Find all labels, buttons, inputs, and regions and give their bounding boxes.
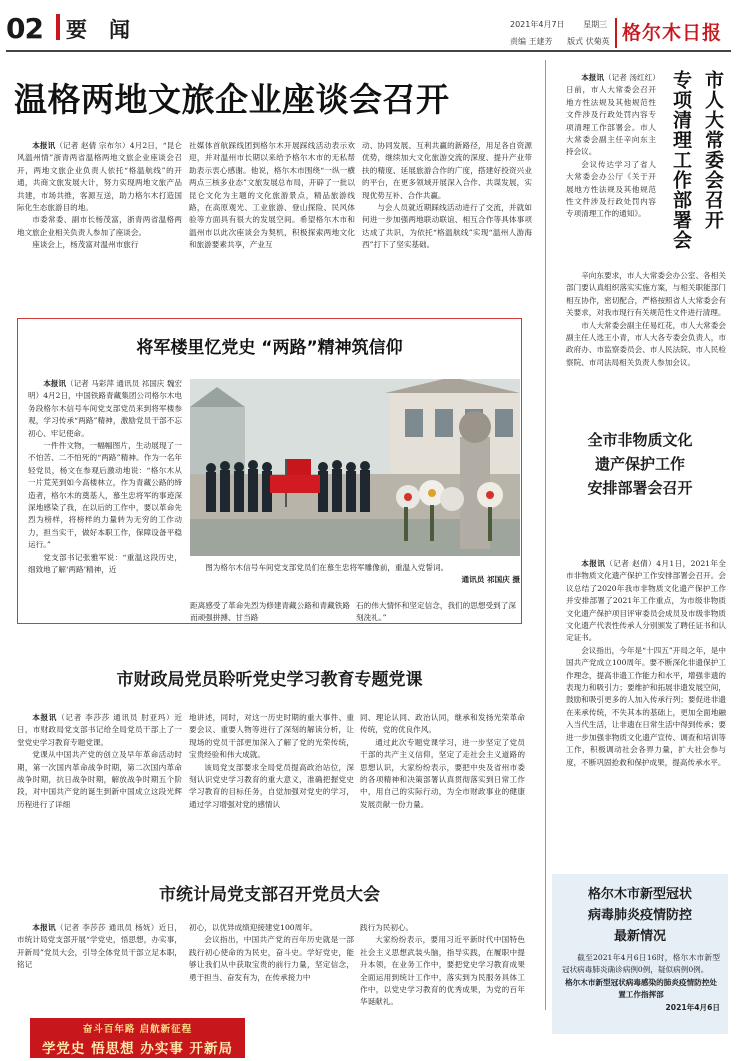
finance-col3-para-1: 同、理论认同、政治认同，继承和发扬光荣革命传统，党的优良作风。 [360, 713, 525, 735]
photo-caption [190, 562, 520, 586]
npc-byline: 本报讯 [581, 73, 605, 82]
npc-article-top [566, 72, 656, 221]
lead-byline: 本报讯 [32, 141, 56, 150]
lead-col3-para-1: 动、协同发展、互利共赢的新路径，用足各自资源优势，继续加大文化旅游交流的深度、提升产业带扶的精度、延展旅游合作的广度，搭建好投资兴业的平台，在更多领域开展深入合作、共谋发展，实现优势互补、合作共赢。 [362, 141, 532, 200]
heritage-para-1-text: （记者 赵倩）4月1日，2021年全市非物质文化遗产保护工作安排部署会召开。会议总结了2020年我市非物质文化遗产保护工作并安排部署了2021年工作重点，为市级非物质文化遗产保护项目评审委员会成员及市级非物质文化遗产代表性传承人分别颁发了聘任证书和认定证书。 [566, 559, 727, 643]
photo-credit: 通讯员 祁国庆 摄 [461, 575, 520, 584]
feature-col2-text: 距离感受了革命先烈为修建青藏公路和青藏铁路而顽强拼搏、甘当路 [190, 601, 350, 623]
feature-byline: 本报讯 [43, 379, 66, 388]
covid-headline-line-3: 最新情况 [613, 929, 666, 944]
statistics-headline: 市统计局党支部召开党员大会 [159, 885, 380, 905]
covid-status-text: 截至2021年4月6日16时，格尔木市新型冠状病毒肺炎确诊病例0例，疑似病例0例。 [562, 953, 720, 975]
finance-para-1 [17, 712, 182, 749]
lead-col3-para-2: 与会人员就近期踩线活动进行了交流，并就如何进一步加强两地联动联谊、相互合作等具体事项达成了共识，为依托“格温航线”实现“温州人游海西”打下了坚实基础。 [362, 203, 532, 250]
banner-bottom-text: 学党史 悟思想 办实事 开新局 [41, 1041, 234, 1057]
lead-col2-text: 社媒体首航踩线团到格尔木开展踩线活动表示欢迎，并对温州市长期以来给予格尔木市的无私帮助表示衷心感谢。他说，格尔木市围绕“一纵一横两点三核多业态”文旅发展总布局，开辟了一批以昆仑文化为主题的文化旅游景点，精品旅游线路，在高原观光、工业旅游、登山探险、民风体验等方面具有很大的发展空间。希望格尔木市和温州市以此次座谈会为契机，积极探索两地文化和旅游要素共享，产业互 [189, 141, 355, 250]
column-divider [545, 60, 546, 1010]
lead-article-col1 [17, 140, 182, 252]
page-number: 02 [6, 12, 43, 45]
lead-para-3: 座谈会上，杨茂富对温州市旅行 [32, 240, 139, 250]
statistics-para-1 [17, 922, 182, 972]
lead-headline: 温格两地文旅企业座谈会召开 [14, 80, 450, 119]
feature-para-1-text: （记者 马彩萍 通讯员 祁国庆 魏宏明）4月2日，中国铁路青藏集团公司格尔木电务段格尔木信号车间党支部党员来到将军楼参观，学习传承“两路”精神，激励党员干部不忘初心、牢记使命。 [28, 379, 183, 438]
statistics-col2-para-1: 初心，以优异成绩迎接建党100周年。 [189, 923, 318, 932]
heritage-headline [550, 428, 730, 500]
finance-col2 [189, 712, 354, 811]
heritage-byline: 本报讯 [581, 559, 606, 568]
statistics-col3 [360, 922, 525, 1009]
issue-date: 2021年4月7日 [510, 20, 565, 29]
npc-para-1 [566, 72, 656, 159]
npc-para-2: 会议传达学习了省人大常委会办公厅《关于开展地方性法规及其他规范性文件涉及行政处罚内容专项清理工作的通知》。 [566, 159, 656, 219]
statistics-byline: 本报讯 [32, 923, 56, 932]
feature-col3-text: 石的伟大情怀和坚定信念，我们的思想受到了深刻洗礼。” [356, 601, 516, 623]
newspaper-logo: 格尔木日报 [622, 22, 723, 44]
feature-para-3: 党支部书记张雅军说：“重温这段历史，细致地了解‘两路’精神，近 [28, 552, 182, 575]
heritage-headline-line-2: 遗产保护工作 [594, 455, 685, 473]
feature-col2-bottom [190, 600, 350, 625]
photo-caption-text: 图为格尔木信号车间党支部党员们在慕生忠将军雕像前，重温入党誓词。 [205, 563, 449, 572]
lead-para-1-text: （记者 赵倩 宗布尔）4月2日，“昆仑风温州情”浙青两省温格两地文旅企业座谈会召开，两地文旅企业负责人依托“格温航线”的开通，共商文旅发展大计，努力实现两地文旅产品共建，市场共推，客源互送，助力格尔木打造国际化生态旅游目的地。 [17, 141, 183, 213]
issue-date-line [510, 19, 607, 30]
page-number-divider [56, 14, 60, 40]
covid-headline [552, 884, 728, 947]
feature-headline: 将军楼里忆党史 “两路”精神筑信仰 [136, 338, 403, 358]
news-photo-illustration [190, 379, 520, 556]
lead-para-2: 市委常委、副市长杨茂富，浙青两省温格两地文旅企业相关负责人参加了座谈会。 [17, 215, 182, 237]
covid-date: 2021年4月6日 [665, 1002, 720, 1012]
heritage-para-2: 会议指出，今年是“十四五”开局之年，是中国共产党成立100周年。要不断深化非遗保护工作理念，提高非遗工作能力和水平，增强非遗的表现力和吸引力；要维护和拓展非遗发展空间，鼓励和吸引更多的人加入传承行列；要促进非遗在来承传统，不失其本的基础上，更加全面地融入当代生活，让非遗在日常生活中得到传承；要进一步加强非物质文化遗产宣传、调查和培训等工作，积极调动社会各界力量，扩大社会参与度，不断巩固抢救和保护成果，提高传承水平。 [566, 645, 726, 767]
statistics-col1 [17, 922, 182, 972]
finance-para-1-text: （记者 李莎莎 通讯员 肘亚玛）近日，市财政局党支部书记给全局党员干部上了一堂党史学习教育专题党课。 [17, 713, 183, 747]
lead-article-col3 [362, 140, 532, 252]
heritage-para-1 [566, 558, 726, 645]
heritage-headline-line-3: 安排部署会召开 [587, 479, 693, 497]
npc-headline [660, 70, 726, 290]
heritage-headline-line-1: 全市非物质文化 [587, 431, 693, 449]
feature-col3-bottom [356, 600, 516, 625]
heritage-article [566, 558, 726, 769]
feature-para-1 [28, 378, 182, 440]
finance-para-2: 党课从中国共产党的创立及早年革命活动时期，第一次国内革命战争时期，第二次国内革命战争时期，抗日战争时期，解放战争时期五个阶段，对中国共产党的诞生到新中国成立这段光辉历程进行了详细 [17, 750, 182, 809]
feature-para-2: 一件件文物，一幅幅图片，生动展现了一不怕苦、二不怕死的“两路”精神。作为一名年轻党员，杨文在参观后激动地说：“格尔木从一片荒芜到如今高楼林立，作为青藏公路的缔造者，格尔木的奠基人，慕生忠将军的事迹深深地感染了我，在以后的工作中，要以革命先烈为榜样，将榜样的力量转为无穷的工作动力，担当实干，做好本职工作，保障设备平稳运行。” [28, 441, 182, 550]
covid-headline-line-1: 格尔木市新型冠状 [587, 887, 692, 902]
finance-col3 [360, 712, 525, 811]
lead-para-1 [17, 140, 182, 214]
masthead-rule [6, 50, 731, 52]
finance-col1 [17, 712, 182, 811]
statistics-col2-para-2: 会议指出，中国共产党的百年历史就是一部践行初心使命的为民史，奋斗史。学好党史，能够让我们从中获取宝贵的前行力量，坚定信念，勇于担当、奋发有为，在传承接力中 [189, 935, 354, 982]
editor-credit: 责编 王建芳 [510, 37, 553, 46]
finance-col3-para-2: 通过此次专题党课学习，进一步坚定了党员干部的共产主义信仰，坚定了走社会主义道路的思想认识，大家纷纷表示，要把中央及省州市委的各项精神和决策部署认真贯彻落实到日常工作中，用自己的实际行动，为全市财政事业的健康发展贡献一份力量。 [360, 737, 525, 809]
finance-col2-para-2: 该局党支部要求全局党员提高政治站位，深刻认识党史学习教育的重大意义，准确把握党史学习教育的目标任务，自觉加强对党史的学习，通过学习增强对党的感情认 [189, 762, 354, 809]
covid-source: 格尔木市新型冠状病毒感染的肺炎疫情防控处置工作指挥部 [565, 977, 717, 1000]
finance-headline: 市财政局党员聆听党史学习教育专题党课 [116, 670, 423, 690]
finance-byline: 本报讯 [32, 713, 58, 722]
feature-col1 [28, 378, 182, 577]
editor-line [510, 36, 610, 47]
news-photo [190, 379, 520, 556]
npc-headline-line-2: 专项清理工作部署会 [670, 70, 692, 250]
statistics-para-1-text: （记者 李莎莎 通讯员 杨妩）近日，市统计局党支部开展“学党史，悟思想，办实事，开新局”党员大会，引导全体党员干部立足本职，铭记 [17, 923, 182, 970]
statistics-col3-para-1: 践行为民初心。 [360, 923, 414, 932]
masthead-divider [615, 18, 617, 48]
designer-credit: 版式 伏菊英 [567, 37, 610, 46]
issue-weekday: 星期三 [583, 20, 608, 29]
section-name: 要闻 [66, 18, 152, 42]
npc-para-4: 市人大常委会副主任易红花，市人大常委会副主任人选王小青，市人大各专委会负责人，市政府办、市监察委员会、市人民法院、市人民检察院、市司法局相关负责人参加会议。 [566, 320, 726, 367]
covid-body [562, 952, 720, 1014]
npc-para-1-text: （记者 汤红红）日前，市人大常委会召开地方性法规及其他规范性文件涉及行政处罚内容专项清理工作部署会。市人大常委会副主任辛向东主持会议。 [566, 73, 656, 157]
covid-headline-line-2: 病毒肺炎疫情防控 [587, 908, 692, 923]
finance-col2-para-1: 地讲述，同时，对这一历史时期的重大事件、重要会议、重要人物等进行了深刻的解读分析，让现场的党员干部更加深入了解了党的光荣传统，宝贵经验和伟大成就。 [189, 713, 354, 760]
statistics-col3-para-2: 大家纷纷表示，要用习近平新时代中国特色社会主义思想武装头脑，指导实践，在履职中提升本领，在业务工作中，要把党史学习教育成果全面运用到统计工作中，落实到为民服务具体工作中，以党史学习教育的优秀成果，为党的百年华诞献礼。 [360, 935, 525, 1007]
npc-headline-line-1: 市人大常委会召开 [702, 70, 724, 230]
lead-article-col2 [189, 140, 355, 252]
npc-article-bottom [566, 270, 726, 369]
statistics-col2 [189, 922, 354, 984]
npc-para-3: 辛向东要求，市人大常委会办公室、各相关部门要认真组织落实实施方案，与相关职能部门相互协作，密切配合，严格按照省人大常委会有关要求，对我市现行有关规范性文件进行清理。 [566, 271, 726, 318]
banner-top-text: 奋斗百年路 启航新征程 [82, 1024, 193, 1035]
